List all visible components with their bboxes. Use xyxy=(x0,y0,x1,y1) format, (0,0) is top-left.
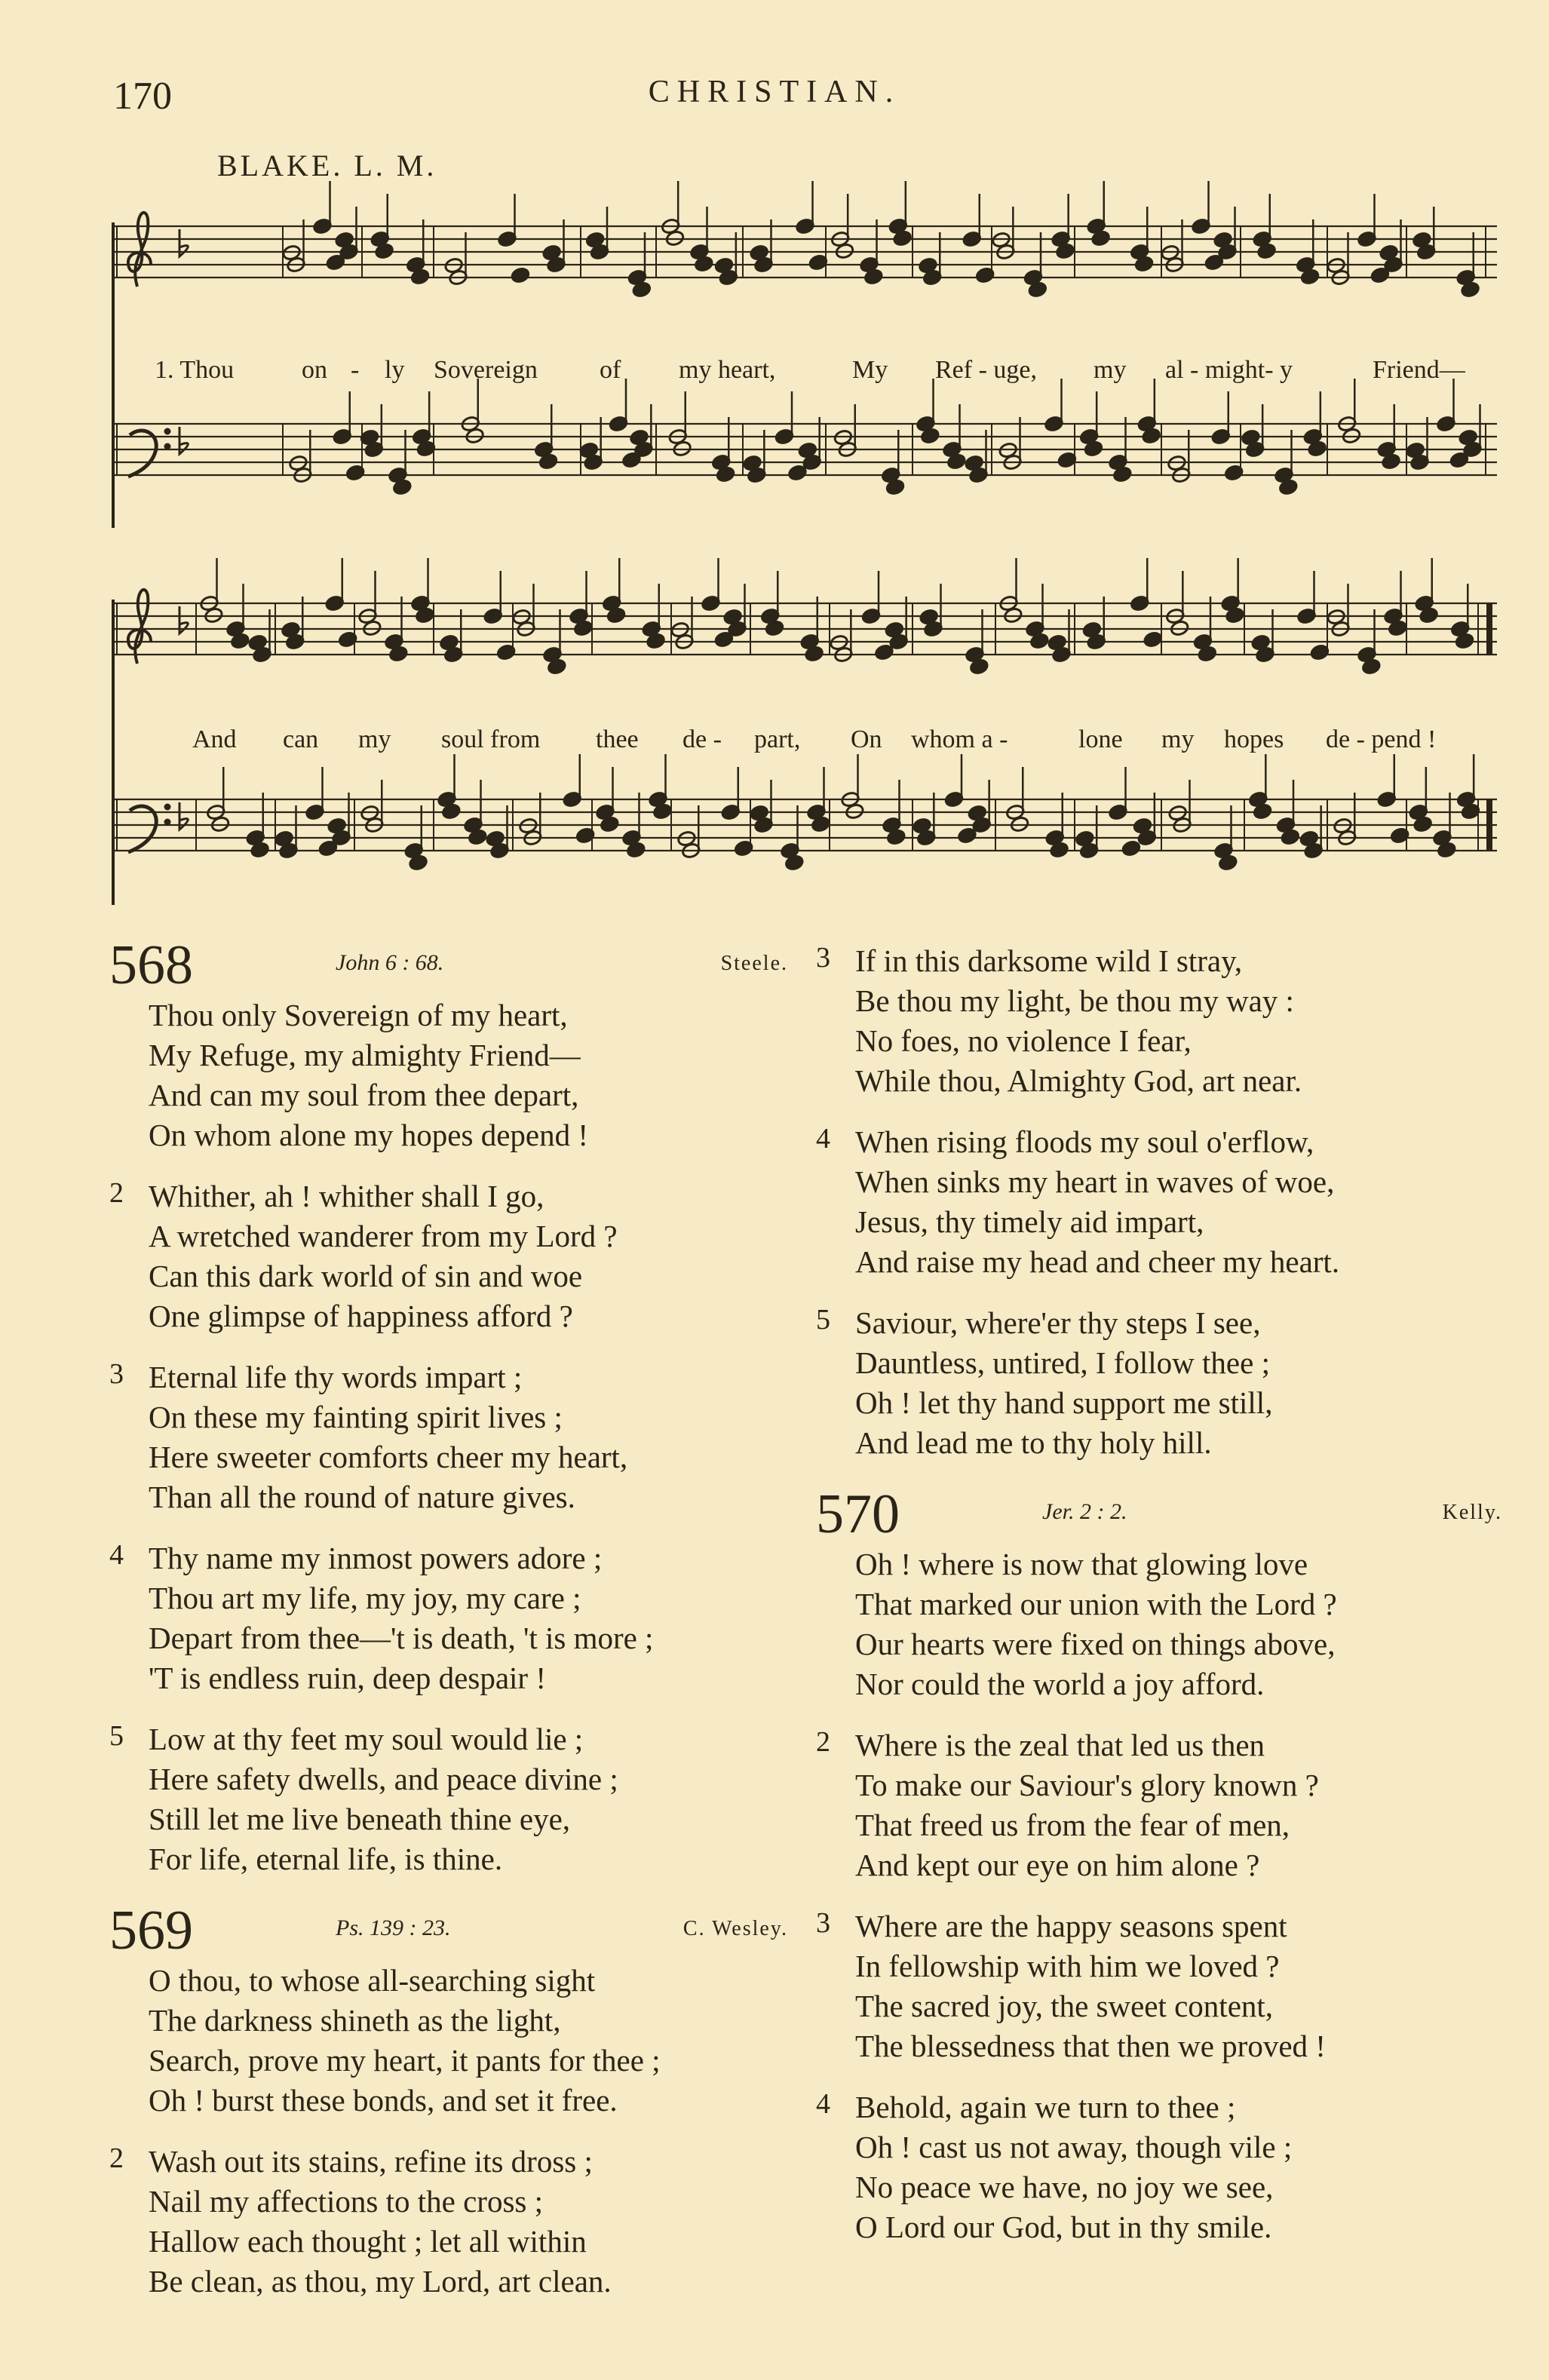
scripture-reference: Jer. 2 : 2. xyxy=(1042,1499,1127,1524)
hymn-line: Nor could the world a joy afford. xyxy=(855,1667,1265,1701)
hymn-line: And can my soul from thee depart, xyxy=(149,1078,579,1112)
hymn-line: That marked our union with the Lord ? xyxy=(855,1587,1337,1621)
hymn-line: Eternal life thy words impart ; xyxy=(149,1360,523,1394)
lyric-syllable: de - xyxy=(682,725,722,753)
music-score xyxy=(0,0,1549,935)
hymn-line: When rising floods my soul o'erflow, xyxy=(855,1124,1314,1159)
hymn-line: Whither, ah ! whither shall I go, xyxy=(149,1179,544,1213)
hymn-line: Still let me live beneath thine eye, xyxy=(149,1802,571,1836)
hymn-line: Saviour, where'er thy steps I see, xyxy=(855,1305,1261,1340)
hymn-line: Our hearts were fixed on things above, xyxy=(855,1627,1336,1661)
hymn-line: Be clean, as thou, my Lord, art clean. xyxy=(149,2264,612,2299)
hymn-line: O thou, to whose all-searching sight xyxy=(149,1963,596,1998)
stanza xyxy=(816,941,1502,1101)
hymn-line: Oh ! let thy hand support me still, xyxy=(855,1385,1273,1420)
hymn-line: To make our Saviour's glory known ? xyxy=(855,1768,1319,1802)
lyric-syllable: my xyxy=(1161,725,1195,753)
hymn-line: While thou, Almighty God, art near. xyxy=(855,1063,1302,1098)
right-column xyxy=(816,941,1502,2268)
hymn-line: When sinks my heart in waves of woe, xyxy=(855,1164,1335,1199)
left-column xyxy=(109,935,788,2323)
stanza xyxy=(816,1122,1502,1282)
hymn-line: For life, eternal life, is thine. xyxy=(149,1842,503,1876)
hymn-line: My Refuge, my almighty Friend— xyxy=(149,1038,581,1072)
hymn-line: Depart from thee—'t is death, 't is more ; xyxy=(149,1621,654,1655)
hymn-number: 569 xyxy=(109,1900,193,1961)
hymn-line: On whom alone my hopes depend ! xyxy=(149,1118,588,1152)
hymn-line: Thou only Sovereign of my heart, xyxy=(149,998,568,1032)
running-title: CHRISTIAN. xyxy=(648,75,901,109)
lyric-syllable: hopes xyxy=(1224,725,1284,753)
hymn-line: One glimpse of happiness afford ? xyxy=(149,1299,573,1333)
stanza-number: 2 xyxy=(109,2142,124,2174)
lyric-syllable: lone xyxy=(1078,725,1123,753)
hymn-line: Low at thy feet my soul would lie ; xyxy=(149,1722,584,1756)
stanza xyxy=(109,995,788,1155)
hymn-author: C. Wesley. xyxy=(682,1917,788,1940)
hymn-header xyxy=(816,1484,1502,1544)
tune-title: BLAKE. L. M. xyxy=(217,149,437,182)
lyric-syllable: on xyxy=(302,356,327,384)
hymn-line: The sacred joy, the sweet content, xyxy=(855,1989,1274,2023)
stanza-number: 4 xyxy=(109,1539,124,1571)
hymn-line: Oh ! where is now that glowing love xyxy=(855,1547,1308,1581)
stanza xyxy=(109,1357,788,1517)
hymn-line: And kept our eye on him alone ? xyxy=(855,1848,1260,1882)
hymn-line: Jesus, thy timely aid impart, xyxy=(855,1204,1204,1239)
lyric-syllable: thee xyxy=(596,725,639,753)
lyric-syllable: On xyxy=(851,725,882,753)
page-number: 170 xyxy=(113,75,172,118)
hymn-line: Hallow each thought ; let all within xyxy=(149,2224,587,2259)
lyric-syllable: part, xyxy=(754,725,801,753)
hymn-line: Here safety dwells, and peace divine ; xyxy=(149,1762,618,1796)
lyric-syllable: whom a - xyxy=(911,725,1008,753)
scripture-reference: John 6 : 68. xyxy=(336,950,444,975)
lyric-syllable: And xyxy=(192,725,237,753)
lyric-syllable: Sovereign xyxy=(434,356,538,384)
lyric-syllable: ly xyxy=(385,356,405,384)
hymn-line: Nail my affections to the cross ; xyxy=(149,2184,544,2219)
stanza-number: 4 xyxy=(816,2088,830,2120)
stanza-number: 3 xyxy=(816,942,830,974)
stanza xyxy=(109,2142,788,2302)
stanza-number: 2 xyxy=(109,1177,124,1209)
scripture-reference: Ps. 139 : 23. xyxy=(336,1915,451,1940)
hymn-line: Where is the zeal that led us then xyxy=(855,1728,1265,1762)
hymn-line: Oh ! burst these bonds, and set it free. xyxy=(149,2083,618,2118)
stanza xyxy=(816,1303,1502,1463)
lyric-syllable: of xyxy=(600,356,621,384)
stanza xyxy=(109,1538,788,1698)
hymn-number: 570 xyxy=(816,1483,900,1545)
hymn-header xyxy=(109,1900,788,1961)
hymn-line: In fellowship with him we loved ? xyxy=(855,1949,1280,1983)
hymn-line: A wretched wanderer from my Lord ? xyxy=(149,1219,618,1253)
hymn-line: Thou art my life, my joy, my care ; xyxy=(149,1581,581,1615)
hymn-header xyxy=(109,935,788,995)
hymn-line: The blessedness that then we proved ! xyxy=(855,2029,1326,2063)
hymn-line: Be thou my light, be thou my way : xyxy=(855,983,1294,1018)
stanza xyxy=(109,1719,788,1879)
lyric-syllable: Friend— xyxy=(1373,356,1465,384)
hymn-author: Kelly. xyxy=(1442,1501,1502,1524)
hymn-line: On these my fainting spirit lives ; xyxy=(149,1400,563,1434)
hymn-line: The darkness shineth as the light, xyxy=(149,2003,561,2038)
stanza-number: 2 xyxy=(816,1726,830,1758)
hymn-line: Here sweeter comforts cheer my heart, xyxy=(149,1440,628,1474)
hymn-line: Where are the happy seasons spent xyxy=(855,1909,1287,1943)
hymn-line: If in this darksome wild I stray, xyxy=(855,943,1243,978)
hymn-line: Wash out its stains, refine its dross ; xyxy=(149,2144,593,2179)
stanza xyxy=(816,2087,1502,2247)
stanza xyxy=(816,1544,1502,1704)
lyric-syllable: my xyxy=(358,725,391,753)
lyric-syllable: My xyxy=(852,356,888,384)
hymn-line: O Lord our God, but in thy smile. xyxy=(855,2210,1272,2244)
stanza xyxy=(109,1176,788,1336)
lyric-syllable: de - pend ! xyxy=(1326,725,1437,753)
stanza-number: 3 xyxy=(816,1907,830,1939)
hymn-line: Behold, again we turn to thee ; xyxy=(855,2090,1236,2124)
hymn-line: And lead me to thy holy hill. xyxy=(855,1425,1212,1460)
hymn-line: Than all the round of nature gives. xyxy=(149,1480,575,1514)
lyric-syllable: my xyxy=(1094,356,1127,384)
hymn-line: Dauntless, untired, I follow thee ; xyxy=(855,1345,1270,1380)
hymn-line: Search, prove my heart, it pants for thee ; xyxy=(149,2043,661,2078)
lyric-syllable: soul from xyxy=(441,725,541,753)
hymn-line: Can this dark world of sin and woe xyxy=(149,1259,583,1293)
stanza-number: 5 xyxy=(816,1304,830,1336)
hymn-line: No peace we have, no joy we see, xyxy=(855,2170,1274,2204)
lyric-syllable: Ref - uge, xyxy=(935,356,1038,384)
hymn-author: Steele. xyxy=(720,952,788,975)
lyric-syllable: my heart, xyxy=(679,356,776,384)
hymn-line: No foes, no violence I fear, xyxy=(855,1023,1192,1058)
lyric-syllable: can xyxy=(283,725,319,753)
stanza-number: 4 xyxy=(816,1123,830,1155)
lyric-syllable: al - might- y xyxy=(1165,356,1293,384)
lyric-syllable: 1. Thou xyxy=(155,356,235,384)
hymn-line: 'T is endless ruin, deep despair ! xyxy=(149,1661,546,1695)
stanza xyxy=(816,1725,1502,1885)
hymn-line: Oh ! cast us not away, though vile ; xyxy=(855,2130,1293,2164)
stanza-number: 5 xyxy=(109,1720,124,1752)
hymn-line: That freed us from the fear of men, xyxy=(855,1808,1290,1842)
hymn-line: And raise my head and cheer my heart. xyxy=(855,1244,1340,1279)
hymn-number: 568 xyxy=(109,934,193,996)
stanza-number: 3 xyxy=(109,1358,124,1390)
hymn-line: Thy name my inmost powers adore ; xyxy=(149,1541,603,1575)
stanza xyxy=(109,1961,788,2121)
lyric-syllable: - xyxy=(351,356,360,384)
stanza xyxy=(816,1906,1502,2066)
